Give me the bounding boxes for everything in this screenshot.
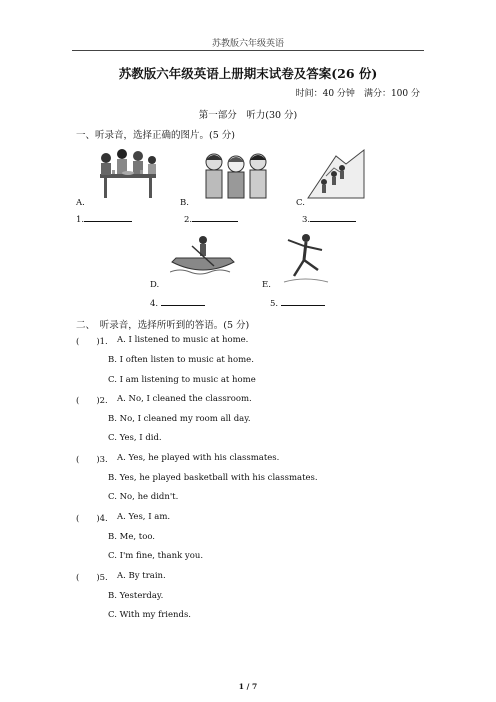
picture-c-hiking (306, 146, 366, 200)
question-1-option-a: A. I listened to music at home. (117, 335, 249, 345)
section1-heading: 一、听录音，选择正确的图片。(5 分) (76, 130, 235, 141)
running-header: 苏教版六年级英语 (211, 39, 284, 49)
question-1-option-b: B. I often listen to music at home. (108, 355, 254, 365)
blank-line[interactable] (310, 212, 356, 222)
picture-label-c: C. (296, 198, 305, 208)
question-4-option-b: B. Me, too. (108, 532, 155, 542)
blank-line[interactable] (161, 296, 205, 306)
question-2-option-c: C. Yes, I did. (108, 433, 162, 443)
question-5-option-c: C. With my friends. (108, 610, 192, 620)
question-3-number[interactable]: ( )3. (76, 455, 108, 465)
part-heading: 第一部分 听力(30 分) (198, 110, 298, 121)
question-2-number[interactable]: ( )2. (76, 396, 108, 406)
question-4-option-a: A. Yes, I am. (117, 512, 171, 522)
exam-score: 满分：100 分 (363, 89, 420, 99)
answer-blank-1[interactable] (76, 212, 132, 225)
question-3-option-b: B. Yes, he played basketball with his classmates. (108, 473, 318, 483)
blank-line[interactable] (84, 212, 132, 222)
blank-line[interactable] (192, 212, 238, 222)
page-title: 苏教版六年级英语上册期末试卷及答案(26 份) (118, 66, 378, 81)
blank-number: 1. (76, 215, 85, 225)
picture-d-rowing (170, 232, 236, 278)
picture-b-children (200, 150, 276, 200)
question-2-option-a: A. No, I cleaned the classroom. (117, 394, 252, 404)
picture-label-b: B. (180, 198, 189, 208)
question-5-number[interactable]: ( )5. (76, 573, 108, 583)
question-4-option-c: C. I'm fine, thank you. (108, 551, 204, 561)
exam-time: 时间：40 分钟 (295, 89, 355, 99)
header-divider (72, 50, 424, 51)
question-5-option-a: A. By train. (117, 571, 166, 581)
blank-number: 5. (270, 299, 279, 309)
question-2-option-b: B. No, I cleaned my room all day. (108, 414, 251, 424)
answer-blank-5[interactable] (270, 296, 325, 309)
exam-meta (296, 86, 420, 99)
question-3-option-a: A. Yes, he played with his classmates. (117, 453, 280, 463)
picture-label-a: A. (76, 198, 85, 208)
picture-label-e: E. (262, 280, 271, 290)
question-3-option-c: C. No, he didn't. (108, 492, 179, 502)
question-1-number[interactable]: ( )1. (76, 337, 108, 347)
answer-blank-2[interactable] (184, 212, 238, 225)
picture-a-dinner (92, 144, 164, 200)
picture-e-skating (280, 230, 330, 284)
answer-blank-4[interactable] (150, 296, 205, 309)
section2-heading: 二、 听录音，选择所听到的答语。(5 分) (76, 320, 250, 331)
question-1-option-c: C. I am listening to music at home (108, 375, 256, 385)
blank-number: 3. (302, 215, 311, 225)
question-4-number[interactable]: ( )4. (76, 514, 108, 524)
answer-blank-3[interactable] (302, 212, 356, 225)
blank-line[interactable] (281, 296, 325, 306)
page-number: 1 / 7 (238, 682, 258, 691)
blank-number: 2. (184, 215, 193, 225)
question-5-option-b: B. Yesterday. (108, 591, 164, 601)
picture-label-d: D. (150, 280, 160, 290)
blank-number: 4. (150, 299, 159, 309)
